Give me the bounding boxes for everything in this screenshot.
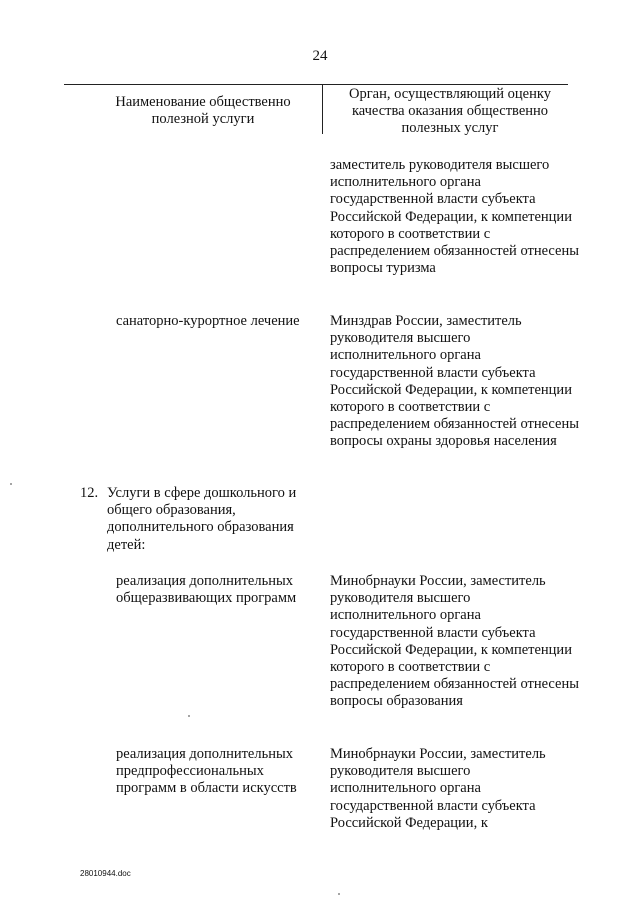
row-sanatorium-body: Минздрав России, заместитель руководителя высшего исполнительного органа государственной власти субъекта Российской Федерации, к компетенции которого в соответствии с распределением обязанностей отнесены вопросы охраны здоровья населения [330, 313, 579, 450]
document-footer-filename: 28010944.doc [80, 869, 131, 878]
column-header-assessing-body: Орган, осуществляющий оценку качества оказания общественно полезных услуг [349, 86, 551, 136]
table-header-column-divider [322, 84, 323, 134]
scan-speck [10, 483, 12, 485]
table-header-top-rule [64, 84, 568, 85]
row-general-development-body: Минобрнауки России, заместитель руководителя высшего исполнительного органа государственной власти субъекта Российской Федерации, к компетенции которого в соответствии с распределением обязанностей отнесены вопросы образования [330, 573, 579, 710]
row-general-development-service: реализация дополнительных общеразвивающих программ [116, 573, 297, 607]
row-arts-preprofessional-service: реализация дополнительных предпрофессиональных программ в области искусств [116, 746, 297, 797]
section-12-title: Услуги в сфере дошкольного и общего образования, дополнительного образования детей: [107, 485, 297, 553]
row-arts-preprofessional-body: Минобрнауки России, заместитель руководителя высшего исполнительного органа государственной власти субъекта Российской Федерации, к [330, 746, 546, 831]
row-sanatorium-service: санаторно-курортное лечение [116, 313, 300, 329]
section-12-number: 12. [80, 485, 99, 501]
page-number: 24 [312, 48, 328, 64]
scan-speck [188, 715, 190, 717]
column-header-service-name: Наименование общественно полезной услуги [115, 94, 291, 127]
scan-speck [338, 893, 340, 895]
row-tourism-body: заместитель руководителя высшего исполнительного органа государственной власти субъекта Российской Федерации, к компетенции которого в соответствии с распределением обязанностей отнесены вопросы туризма [330, 157, 579, 277]
